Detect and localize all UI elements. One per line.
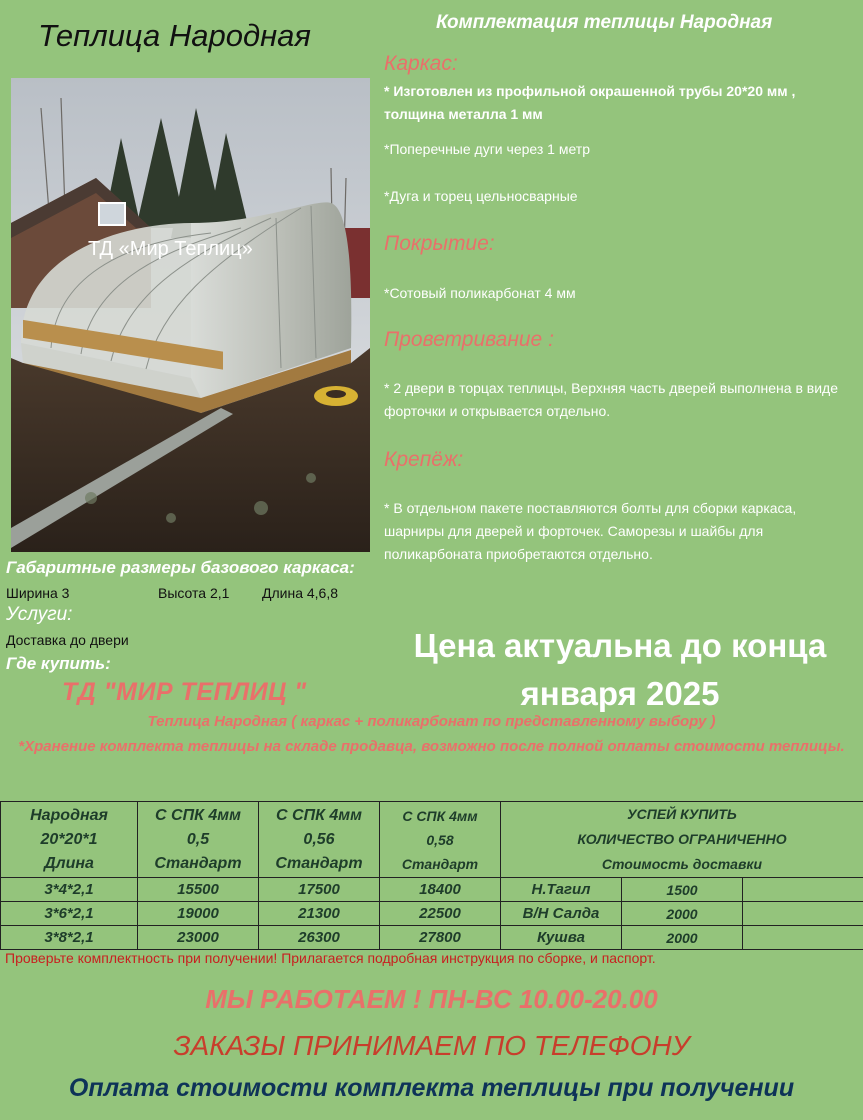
fasteners-text: * В отдельном пакете поставляются болты для сборки каркаса, шарниры для дверей и форточек. Саморезы и шайбы для поликарбоната приобретаются отдельно.: [384, 500, 797, 562]
header-option-2-type: Стандарт: [275, 855, 363, 872]
delivery-service: Доставка до двери: [6, 632, 129, 648]
header-option-1-thickness: 0,5: [186, 831, 210, 848]
shop-name: ТД "МИР ТЕПЛИЦ ": [62, 678, 307, 706]
row-delivery-cost: 2000: [622, 926, 743, 950]
dimension-width: Ширина 3: [6, 585, 70, 601]
frame-text-1: * Изготовлен из профильной окрашенной трубы 20*20 мм , толщина металла 1 мм: [384, 83, 796, 122]
row-city: В/Н Салда: [501, 902, 622, 926]
header-promo: [501, 802, 863, 878]
phone-orders: ЗАКАЗЫ ПРИНИМАЕМ ПО ТЕЛЕФОНУ: [173, 1030, 690, 1061]
working-hours: МЫ РАБОТАЕМ ! ПН-ВС 10.00-20.00: [205, 984, 658, 1014]
row-delivery-cost: 1500: [622, 878, 743, 902]
row-price-1: 15500: [138, 878, 259, 902]
greenhouse-illustration: [11, 78, 370, 552]
price-table: [0, 801, 863, 950]
fasteners-heading: Крепёж:: [384, 448, 464, 471]
header-option-3-type: Стандарт: [401, 856, 479, 872]
cover-text: *Сотовый поликарбонат 4 мм: [384, 285, 576, 301]
promo-hurry: УСПЕЙ КУПИТЬ: [627, 806, 737, 822]
table-row: [1, 902, 863, 926]
header-option-2-thickness: 0,56: [303, 831, 335, 848]
row-empty: [743, 902, 863, 926]
header-model: [1, 802, 138, 878]
row-price-3: 27800: [380, 926, 501, 950]
row-price-3: 22500: [380, 902, 501, 926]
header-option-3-thickness: 0,58: [426, 832, 454, 848]
row-size: 3*8*2,1: [1, 926, 138, 950]
header-option-2-name: С СПК 4мм: [276, 807, 362, 824]
table-row: [1, 878, 863, 902]
row-size: 3*4*2,1: [1, 878, 138, 902]
table-row: [1, 926, 863, 950]
ventilation-heading: Проветривание :: [384, 328, 554, 351]
header-option-1-type: Стандарт: [154, 855, 242, 872]
row-delivery-cost: 2000: [622, 902, 743, 926]
watermark-text: ТД «Мир Теплиц»: [88, 238, 253, 260]
ventilation-text: * 2 двери в торцах теплицы, Верхняя часть дверей выполнена в виде форточки и открывается отдельно.: [384, 380, 838, 419]
header-option-1: [138, 802, 259, 878]
dimension-height: Высота 2,1: [158, 585, 230, 601]
row-empty: [743, 878, 863, 902]
where-to-buy-heading: Где купить:: [6, 654, 111, 673]
promo-limited: КОЛИЧЕСТВО ОГРАНИЧЕННО: [577, 831, 787, 847]
row-price-2: 21300: [259, 902, 380, 926]
price-validity: Цена актуальна до конца января 2025: [413, 627, 827, 712]
package-note: Теплица Народная ( каркас + поликарбонат по представленному выбору ): [147, 713, 716, 730]
row-size: 3*6*2,1: [1, 902, 138, 926]
header-option-3-name: С СПК 4мм: [402, 808, 478, 824]
check-completeness-note: Проверьте комплектность при получении! Прилагается подробная инструкция по сборке, и паспорт.: [5, 950, 656, 966]
header-model-length: Длина: [44, 855, 94, 872]
row-price-3: 18400: [380, 878, 501, 902]
row-price-2: 17500: [259, 878, 380, 902]
frame-text-3: *Дуга и торец цельносварные: [384, 188, 578, 204]
greenhouse-photo: [11, 78, 370, 552]
header-model-name: Народная: [30, 807, 108, 824]
dimensions-heading: Габаритные размеры базового каркаса:: [6, 558, 355, 577]
row-price-1: 19000: [138, 902, 259, 926]
row-price-2: 26300: [259, 926, 380, 950]
header-option-3: [380, 802, 501, 878]
services-heading: Услуги:: [6, 604, 73, 625]
dimension-length: Длина 4,6,8: [262, 585, 339, 601]
row-city: Кушва: [501, 926, 622, 950]
frame-heading: Каркас:: [384, 52, 458, 75]
row-empty: [743, 926, 863, 950]
storage-note: *Хранение комплекта теплицы на складе продавца, возможно после полной оплаты стоимости теплицы.: [18, 738, 845, 755]
promo-delivery-cost: Стоимость доставки: [601, 856, 763, 872]
frame-text-2: *Поперечные дуги через 1 метр: [384, 141, 590, 157]
row-price-1: 23000: [138, 926, 259, 950]
header-option-1-name: С СПК 4мм: [155, 807, 241, 824]
row-city: Н.Тагил: [501, 878, 622, 902]
page-subtitle: Комплектация теплицы Народная: [436, 12, 773, 33]
table-header-row: [1, 802, 863, 878]
payment-info: Оплата стоимости комплекта теплицы при получении: [68, 1074, 795, 1102]
header-option-2: [259, 802, 380, 878]
header-model-profile: 20*20*1: [40, 831, 98, 848]
page-title: Теплица Народная: [38, 18, 311, 53]
cover-heading: Покрытие:: [384, 232, 495, 255]
